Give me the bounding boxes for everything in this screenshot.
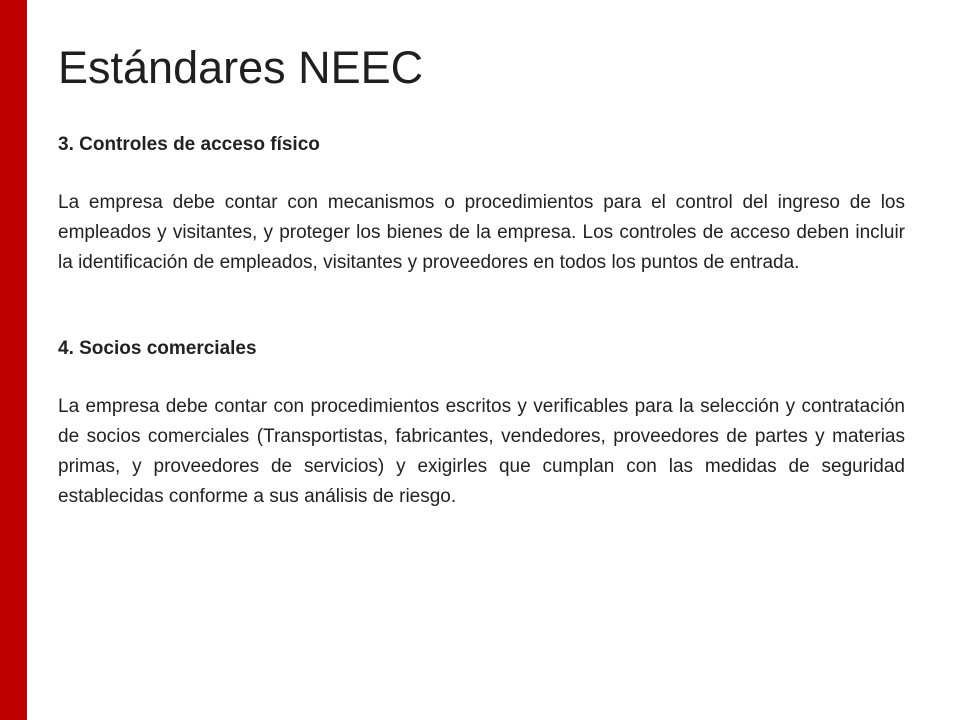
accent-bar xyxy=(0,0,27,720)
section-body: La empresa debe contar con procedimientos escritos y verificables para la selección y contratación de socios comerciales (Transportistas, fabricantes, vendedores, proveedores de partes y materias primas, y proveedores de servicios) y exigirles que cumplan con las medidas de seguridad establecidas conforme a sus análisis de riesgo. xyxy=(58,396,905,507)
section-body: La empresa debe contar con mecanismos o procedimientos para el control del ingreso de los empleados y visitantes, y proteger los bienes de la empresa. Los controles de acceso deben incluir la identificación de empleados, visitantes y proveedores en todos los puntos de entrada. xyxy=(58,192,905,273)
slide-content xyxy=(58,130,905,512)
section-heading: 3. Controles de acceso físico xyxy=(58,134,320,155)
section-physical-access xyxy=(58,130,905,278)
slide-title: Estándares NEEC xyxy=(58,42,424,93)
section-business-partners xyxy=(58,334,905,512)
section-heading: 4. Socios comerciales xyxy=(58,338,257,359)
